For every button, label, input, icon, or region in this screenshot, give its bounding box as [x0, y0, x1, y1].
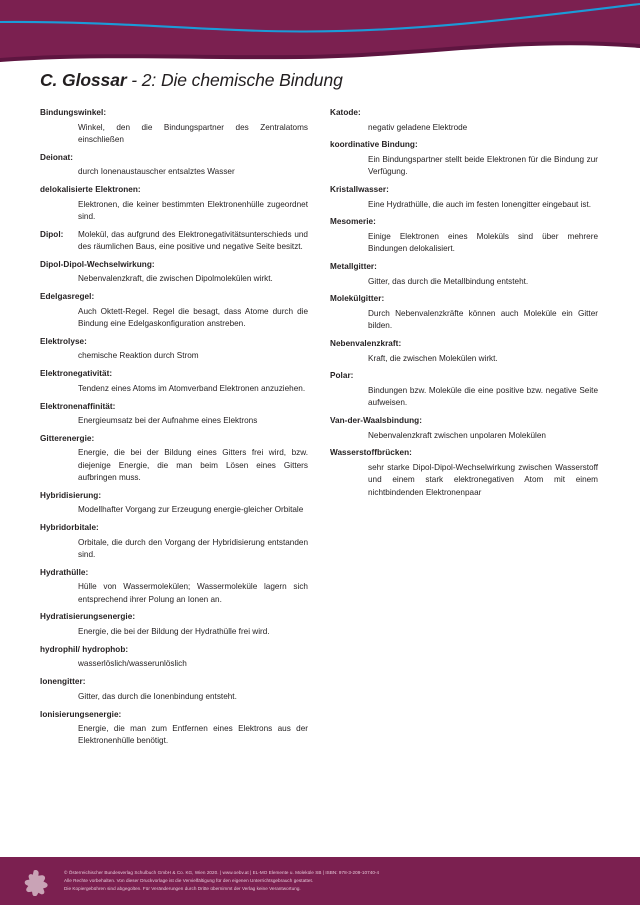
glossary-term: Van-der-Waalsbindung:	[330, 416, 422, 426]
glossary-term: hydrophil/ hydrophob:	[40, 644, 129, 654]
glossary-term: Metallgitter:	[330, 262, 377, 272]
glossary-term: Edelgasregel:	[40, 292, 95, 302]
glossary-entry	[330, 293, 598, 332]
glossary-definition: Durch Nebenvalenzkräfte können auch Moleküle ein Gitter bilden.	[368, 308, 598, 331]
glossary-term: Elektrolyse:	[40, 336, 87, 346]
glossary-definition: chemische Reaktion durch Strom	[78, 351, 199, 361]
glossary-entry	[330, 415, 598, 442]
footer-inner	[0, 857, 640, 905]
glossary-definition: wasserlöslich/wasserunlöslich	[78, 659, 187, 669]
glossary-entry	[330, 184, 598, 211]
page-title-strong: C. Glossar	[40, 70, 127, 90]
glossary-entry	[40, 522, 308, 561]
glossary-term: Deionat:	[40, 152, 74, 162]
glossary-entry	[40, 229, 308, 254]
glossary-definition: Gitter, das durch die Ionenbindung entsteht.	[78, 691, 237, 701]
page-header	[0, 0, 640, 62]
glossary-definition: Einige Elektronen eines Moleküls sind über mehrere Bindungen delokalisiert.	[368, 231, 598, 254]
header-wave-graphic	[0, 0, 640, 62]
glossary-term: Hybridorbitale:	[40, 523, 99, 533]
glossary-entry	[40, 152, 308, 179]
glossary-definition: Energieumsatz bei der Aufnahme eines Elektrons	[78, 416, 258, 426]
glossary-definition: durch Ionenaustauscher entsalztes Wasser	[78, 167, 235, 177]
glossary-entry	[40, 490, 308, 517]
glossary-entry	[40, 259, 308, 286]
glossary-definition: Gitter, das durch die Metallbindung entsteht.	[368, 276, 529, 286]
glossary-term: Hydrathülle:	[40, 567, 89, 577]
glossary-term: Polar:	[330, 371, 354, 381]
glossary-definition: Eine Hydrathülle, die auch im festen Ionengitter eingebaut ist.	[368, 199, 592, 209]
glossary-content	[0, 91, 640, 753]
glossary-definition: Energie, die bei der Bildung der Hydrathülle frei wird.	[78, 627, 270, 637]
glossary-definition: Kraft, die zwischen Molekülen wirkt.	[368, 353, 498, 363]
glossary-entry	[330, 107, 598, 134]
glossary-definition: Energie, die man zum Entfernen eines Elektrons aus der Elektronenhülle benötigt.	[78, 724, 308, 746]
glossary-term: Hydratisierungsenergie:	[40, 612, 136, 622]
glossary-entry	[330, 447, 598, 498]
footer-line-3: Die Kopiergebühren sind abgegolten. Für Veränderungen durch Dritte übernimmt der Verlag keine Verantwortung.	[64, 886, 301, 892]
glossary-term: Ionengitter:	[40, 677, 86, 687]
glossary-term: Bindungswinkel:	[40, 108, 107, 117]
glossary-term: Hybridisierung:	[40, 490, 102, 500]
glossary-definition: sehr starke Dipol-Dipol-Wechselwirkung zwischen Wasserstoff und einem stark elektronegativen Atom mit einem nichtbindenden Elektronenpaar	[368, 462, 598, 497]
glossary-definition: negativ geladene Elektrode	[368, 122, 468, 132]
glossary-entry	[40, 401, 308, 428]
glossary-entry	[330, 139, 598, 178]
glossary-definition: Winkel, den die Bindungspartner des Zentralatoms einschließen	[78, 122, 308, 144]
footer-line-2: Alle Rechte vorbehalten. Von dieser Druckvorlage ist die Vervielfältigung für den eigenen Unterrichtsgebrauch gestattet.	[64, 877, 314, 883]
glossary-entry	[40, 611, 308, 638]
glossary-entry	[40, 368, 308, 395]
glossary-term: Dipol-Dipol-Wechselwirkung:	[40, 259, 155, 269]
glossary-term: Mesomerie:	[330, 217, 376, 227]
glossary-entry	[40, 676, 308, 703]
glossary-term: Kristallwasser:	[330, 185, 389, 195]
glossary-column-left	[40, 107, 308, 753]
glossary-definition: Orbitale, die durch den Vorgang der Hybridisierung entstanden sind.	[78, 537, 308, 560]
glossary-entry	[330, 338, 598, 365]
glossary-term: Ionisierungsenergie:	[40, 709, 122, 719]
footer-copyright-text	[64, 869, 379, 893]
glossary-entry	[40, 184, 308, 223]
glossary-definition: Elektronen, die keiner bestimmten Elektronenhülle zugeordnet sind.	[78, 199, 308, 221]
title-area	[0, 62, 640, 91]
glossary-term: Wasserstoffbrücken:	[330, 448, 412, 458]
glossary-column-right	[330, 107, 598, 504]
page-footer	[0, 857, 640, 905]
glossary-entry	[330, 261, 598, 288]
glossary-definition: Nebenvalenzkraft zwischen unpolaren Molekülen	[368, 430, 546, 440]
glossary-term: koordinative Bindung:	[330, 140, 418, 150]
oebv-puzzle-logo-icon	[24, 866, 54, 896]
glossary-term: Molekülgitter:	[330, 294, 385, 304]
glossary-entry	[40, 567, 308, 606]
glossary-definition: Nebenvalenzkraft, die zwischen Dipolmolekülen wirkt.	[78, 274, 273, 284]
glossary-definition: Auch Oktett-Regel. Regel die besagt, dass Atome durch die Bindung eine Edelgaskonfiguration anstreben.	[78, 306, 308, 328]
glossary-entry	[40, 107, 308, 146]
glossary-definition: Modellhafter Vorgang zur Erzeugung energie-gleicher Orbitale	[78, 505, 304, 515]
glossary-term: Katode:	[330, 108, 361, 117]
glossary-term: Elektronenaffinität:	[40, 401, 116, 411]
glossary-entry	[40, 644, 308, 671]
footer-line-1: © Österreichischer Bundesverlag Schulbuch GmbH & Co. KG, Wien 2020. | www.oebv.at | EL-MO Elemente u. Moleküle SB | ISBN: 978-3-209-10740-4	[64, 869, 380, 875]
glossary-definition: Bindungen bzw. Moleküle die eine positive bzw. negative Seite aufweisen.	[368, 385, 598, 408]
glossary-term: delokalisierte Elektronen:	[40, 185, 141, 195]
glossary-entry	[330, 370, 598, 409]
glossary-entry	[40, 291, 308, 330]
page-title	[40, 70, 640, 91]
glossary-definition: Ein Bindungspartner stellt beide Elektronen für die Bindung zur Verfügung.	[368, 154, 598, 177]
glossary-entry	[40, 433, 308, 484]
glossary-term: Gitterenergie:	[40, 433, 95, 443]
glossary-definition: Energie, die bei der Bildung eines Gitters frei wird, bzw. diejenige Energie, die man beim Lösen eines Gitters aufbringen muss.	[78, 448, 308, 483]
glossary-entry	[40, 336, 308, 363]
glossary-term: Dipol:	[40, 229, 64, 239]
glossary-term: Nebenvalenzkraft:	[330, 339, 402, 349]
glossary-definition: Hülle von Wassermolekülen; Wassermoleküle lagern sich entsprechend ihrer Polung an Ionen an.	[78, 582, 308, 604]
header-wave-band	[0, 0, 640, 58]
glossary-definition: Tendenz eines Atoms im Atomverband Elektronen anzuziehen.	[78, 383, 306, 393]
glossary-entry	[330, 216, 598, 255]
page-title-rest: - 2: Die chemische Bindung	[126, 70, 343, 90]
glossary-term: Elektronegativität:	[40, 369, 113, 379]
glossary-definition: Molekül, das aufgrund des Elektronegativitätsunterschieds und des räumlichen Baus, eine positive und negative Seite besitzt.	[78, 229, 308, 251]
glossary-entry	[40, 709, 308, 748]
